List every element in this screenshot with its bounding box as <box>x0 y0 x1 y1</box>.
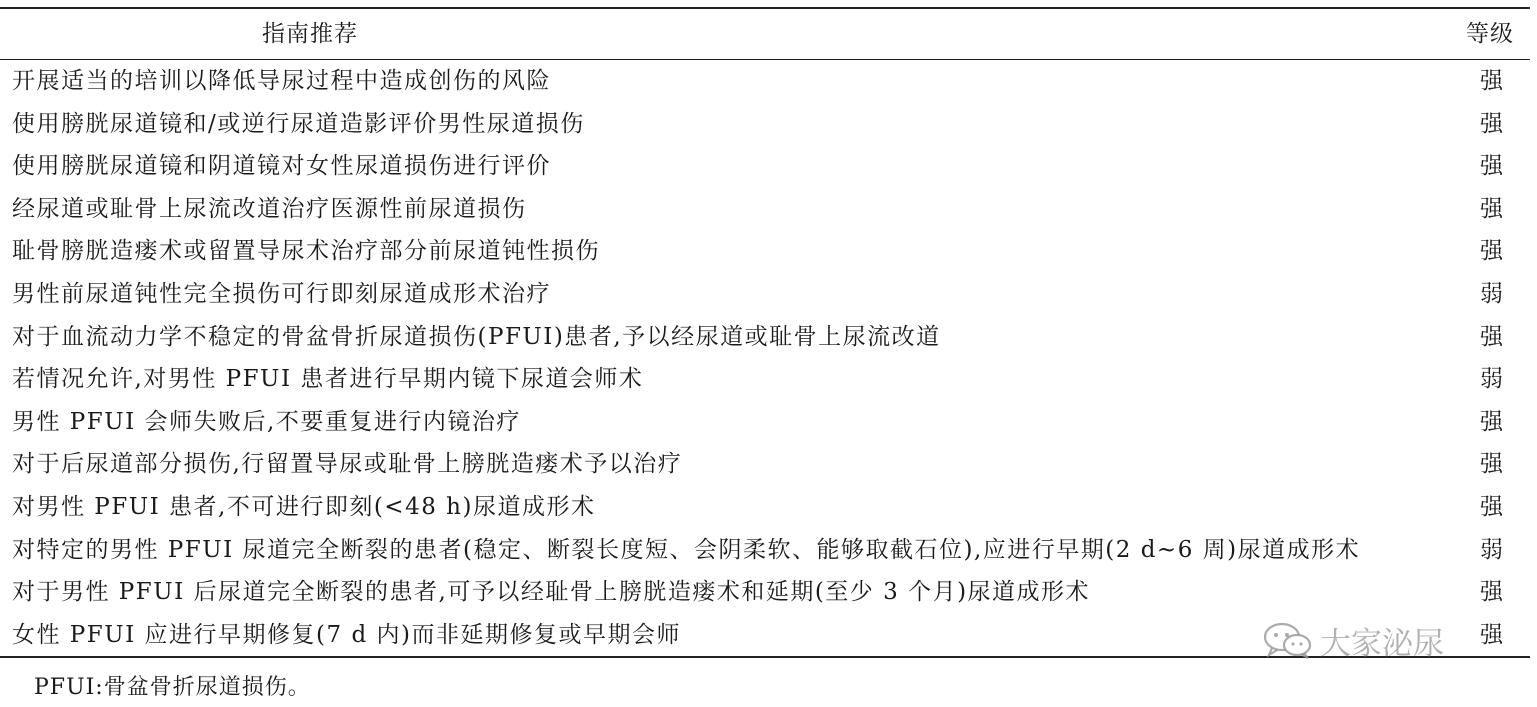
table-row <box>0 614 1530 657</box>
recommendation-cell: 男性前尿道钝性完全损伤可行即刻尿道成形术治疗 <box>12 280 551 307</box>
recommendation-cell: 使用膀胱尿道镜和/或逆行尿道造影评价男性尿道损伤 <box>12 110 585 137</box>
header-recommendation: 指南推荐 <box>262 21 358 47</box>
watermark-text: 大家泌尿 <box>1320 625 1444 662</box>
recommendation-cell: 对特定的男性 PFUI 尿道完全断裂的患者(稳定、断裂长度短、会阴柔软、能够取截石位),应进行早期(2 d~6 周)尿道成形术 <box>12 536 1361 563</box>
grade-cell: 强 <box>1480 323 1503 350</box>
grade-cell: 强 <box>1480 110 1503 137</box>
grade-cell: 弱 <box>1480 280 1503 307</box>
recommendation-cell: 开展适当的培训以降低导尿过程中造成创伤的风险 <box>12 68 551 94</box>
grade-cell: 强 <box>1480 238 1503 265</box>
table-row <box>0 103 1530 146</box>
table-row <box>0 145 1530 188</box>
table-row <box>0 401 1530 444</box>
recommendation-cell: 对于血流动力学不稳定的骨盆骨折尿道损伤(PFUI)患者,予以经尿道或耻骨上尿流改道 <box>12 323 941 350</box>
table-top-rule <box>0 7 1530 9</box>
grade-cell: 强 <box>1480 153 1503 180</box>
recommendation-cell: 对于后尿道部分损伤,行留置导尿或耻骨上膀胱造瘘术予以治疗 <box>12 451 683 478</box>
grade-cell: 强 <box>1480 451 1503 478</box>
table-body <box>0 60 1530 656</box>
table-row <box>0 273 1530 316</box>
header-grade: 等级 <box>1466 21 1514 47</box>
recommendation-cell: 对男性 PFUI 患者,不可进行即刻(<48 h)尿道成形术 <box>12 493 596 520</box>
table-bottom-rule <box>0 656 1530 658</box>
table-row <box>0 230 1530 273</box>
recommendation-cell: 男性 PFUI 会师失败后,不要重复进行内镜治疗 <box>12 408 521 435</box>
grade-cell: 强 <box>1480 68 1503 94</box>
table-row <box>0 571 1530 614</box>
recommendation-cell: 女性 PFUI 应进行早期修复(7 d 内)而非延期修复或早期会师 <box>12 621 681 648</box>
recommendation-cell: 若情况允许,对男性 PFUI 患者进行早期内镜下尿道会师术 <box>12 366 644 393</box>
table-row <box>0 529 1530 572</box>
grade-cell: 强 <box>1480 408 1503 435</box>
table-row <box>0 316 1530 359</box>
table-row <box>0 358 1530 401</box>
recommendation-cell: 经尿道或耻骨上尿流改道治疗医源性前尿道损伤 <box>12 195 527 222</box>
recommendation-cell: 耻骨膀胱造瘘术或留置导尿术治疗部分前尿道钝性损伤 <box>12 238 600 265</box>
table-row <box>0 188 1530 231</box>
grade-cell: 强 <box>1480 579 1503 606</box>
grade-cell: 强 <box>1480 493 1503 520</box>
grade-cell: 弱 <box>1480 366 1503 393</box>
recommendation-cell: 对于男性 PFUI 后尿道完全断裂的患者,可予以经耻骨上膀胱造瘘术和延期(至少 3 个月)尿道成形术 <box>12 579 1091 606</box>
grade-cell: 强 <box>1480 195 1503 222</box>
footnote: PFUI:骨盆骨折尿道损伤。 <box>34 675 311 700</box>
recommendation-cell: 使用膀胱尿道镜和阴道镜对女性尿道损伤进行评价 <box>12 153 551 180</box>
table-row <box>0 443 1530 486</box>
table-row <box>0 60 1530 103</box>
grade-cell: 弱 <box>1480 536 1503 563</box>
table-row <box>0 486 1530 529</box>
grade-cell: 强 <box>1480 621 1503 648</box>
